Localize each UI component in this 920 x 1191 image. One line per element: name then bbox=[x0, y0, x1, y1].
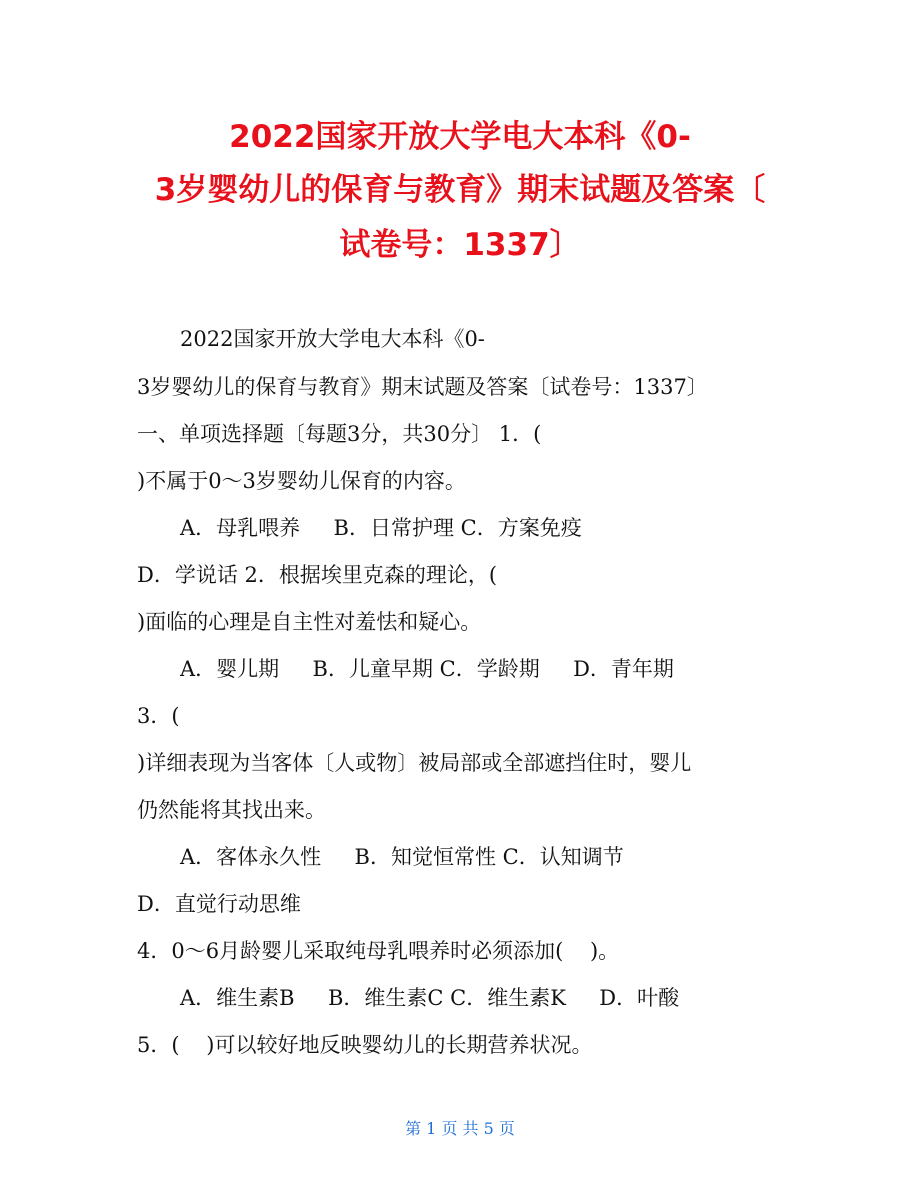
question-1-text: )不属于0～3岁婴幼儿保育的内容。 bbox=[137, 469, 466, 493]
page-number-footer: 第 1 页 共 5 页 bbox=[405, 1119, 515, 1138]
question-3-option-d: D．直觉行动思维 bbox=[137, 892, 301, 916]
question-2-options: A．婴儿期 B．儿童早期 C．学龄期 D．青年期 bbox=[180, 657, 674, 681]
question-1-options: A．母乳喂养 B．日常护理 C．方案免疫 bbox=[180, 516, 582, 540]
question-1-option-d-question-2: D．学说话 2．根据埃里克森的理论，( bbox=[137, 563, 498, 587]
question-5-text: 5．( )可以较好地反映婴幼儿的长期营养状况。 bbox=[137, 1033, 593, 1057]
question-3-number: 3．( bbox=[137, 704, 180, 728]
document-title-line-3: 试卷号：1337〕 bbox=[339, 227, 581, 263]
question-4-options: A．维生素B B．维生素C C．维生素K D．叶酸 bbox=[180, 986, 680, 1010]
question-3-text: )详细表现为当客体〔人或物〕被局部或全部遮挡住时，婴儿 bbox=[137, 751, 692, 775]
question-3-options: A．客体永久性 B．知觉恒常性 C．认知调节 bbox=[180, 845, 624, 869]
question-2-text: )面临的心理是自主性对羞怯和疑心。 bbox=[137, 610, 482, 634]
intro-line-2: 3岁婴幼儿的保育与教育》期末试题及答案〔试卷号：1337〕 bbox=[137, 375, 708, 399]
question-3-text-cont: 仍然能将其找出来。 bbox=[137, 798, 326, 822]
section-heading-q1: 一、单项选择题〔每题3分，共30分〕 1．( bbox=[137, 422, 542, 446]
document-title-line-1: 2022国家开放大学电大本科《0- bbox=[229, 119, 691, 155]
intro-line-1: 2022国家开放大学电大本科《0- bbox=[180, 327, 485, 351]
document-title-line-2: 3岁婴幼儿的保育与教育》期末试题及答案〔 bbox=[154, 172, 766, 208]
question-4-text: 4．0～6月龄婴儿采取纯母乳喂养时必须添加( )。 bbox=[137, 939, 620, 963]
